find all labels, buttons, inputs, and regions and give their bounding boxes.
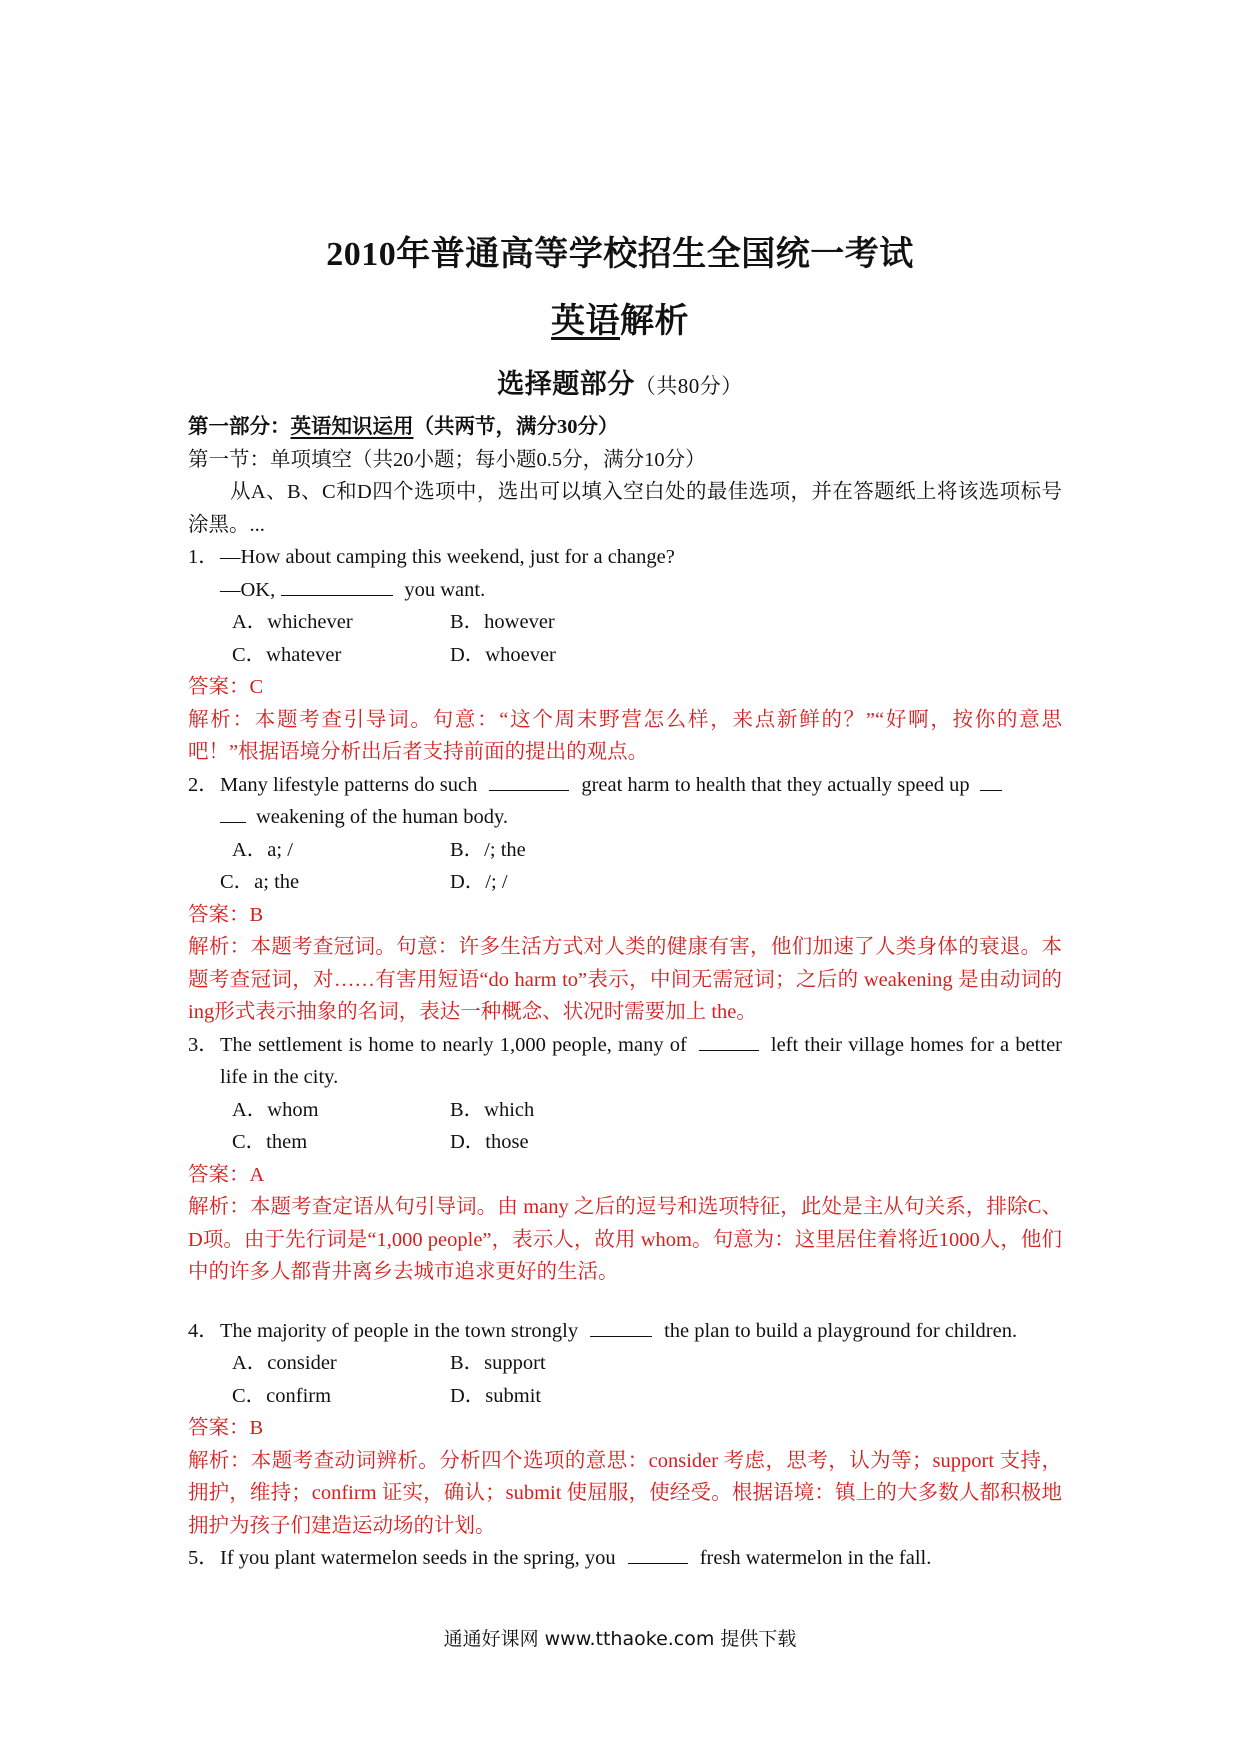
section1-heading: 第一节：单项填空（共20小题；每小题0.5分，满分10分） [188,448,706,471]
subtitle-analysis: 解析 [620,303,689,340]
options-row [188,606,1062,639]
option-c: C．a; the [220,871,300,893]
section-title-text: 选择题部分 [497,369,635,399]
option-a: A．whom [232,1098,319,1121]
question-text-part: left their village homes for a better life in the city. [220,1033,1062,1088]
question-line [188,574,1062,607]
answer-blank [489,789,569,791]
options-row [188,834,1062,867]
question-4 [188,1315,1062,1348]
options-row [188,1380,1062,1413]
options-row [188,1347,1062,1380]
section-points: （共80分） [634,374,743,398]
option-d: D．whoever [450,643,556,666]
answer-blank [699,1049,759,1051]
exam-content [188,411,1062,1575]
exam-subtitle [0,293,1240,342]
question-1 [188,541,1062,574]
question-number: 3． [188,1033,219,1056]
options-row [188,639,1062,672]
question-3 [188,1029,1062,1094]
question-text-part: weakening of the human body. [256,806,509,828]
question-text [220,1315,1062,1348]
option-b: B．/; the [450,838,526,861]
dialog-text: —OK, [220,578,276,601]
question-text-part: The settlement is home to nearly 1,000 people, many of [220,1033,687,1056]
options-row [188,1094,1062,1127]
answer-line: 答案：B [188,1417,264,1439]
question-number: 2． [188,773,219,796]
option-c: C．them [232,1131,308,1153]
analysis-text: 解析：本题考查冠词。句意：许多生活方式对人类的健康有害，他们加速了人类身体的衰退。本题考查冠词，对……有害用短语“do harm to”表示，中间无需冠词；之后的 weakening 是由动词的ing形式表示抽象的名词，表达一种概念、状况时需要加上 the。 [188,936,1062,1023]
question-text-part: great harm to health that they actually speed up [581,773,970,796]
part-points: （共两节，满分30分） [413,416,619,438]
options-row [188,1126,1062,1159]
options-row [188,866,1062,899]
question-5 [188,1542,1062,1575]
question-line: —How about camping this weekend, just for a change? [220,546,675,568]
footer-watermark: 通通好课网 www.tthaoke.com 提供下载 [443,1628,797,1650]
spacer [188,1289,1062,1315]
answer-blank [281,594,393,596]
option-d: D．those [450,1131,529,1153]
part-label: 第一部分： [188,416,291,438]
question-text [220,1542,1062,1575]
option-b: B．support [450,1352,546,1374]
question-text-part: The majority of people in the town strongly [220,1319,579,1342]
question-number: 4． [188,1319,219,1342]
dialog-text: you want. [399,578,486,601]
option-b: B．which [450,1098,535,1121]
answer-blank [628,1562,688,1564]
subtitle-english: 英语 [551,303,620,340]
question-text [220,769,1062,834]
answer-blank [590,1335,652,1337]
option-d: D．/; / [450,871,508,893]
option-c: C．whatever [232,643,342,666]
option-d: D．submit [450,1384,542,1407]
question-text [220,1029,1062,1094]
answer-blank [220,821,246,823]
exam-title: 2010年普通高等学校招生全国统一考试 [326,236,914,273]
question-text-part: the plan to build a playground for children. [664,1319,1018,1342]
question-number: 1． [188,546,219,568]
section-title [0,362,1240,401]
answer-line: 答案：A [188,1163,265,1186]
analysis-text: 解析：本题考查引导词。句意：“这个周末野营怎么样，来点新鲜的？”“好啊，按你的意思吧！”根据语境分析出后者支持前面的提出的观点。 [188,708,1062,763]
option-a: A．consider [232,1352,337,1374]
answer-line: 答案：C [188,676,264,698]
question-number: 5． [188,1547,219,1569]
analysis-text: 解析：本题考查动词辨析。分析四个选项的意思：consider 考虑，思考，认为等；support 支持，拥护，维持；confirm 证实，确认；submit 使屈服，使经受。根据语境：镇上的大多数人都积极地拥护为孩子们建造运动场的计划。 [188,1449,1062,1537]
answer-blank [980,789,1002,791]
option-c: C．confirm [232,1384,332,1407]
question-2 [188,769,1062,834]
section1-instructions: 从A、B、C和D四个选项中，选出可以填入空白处的最佳选项，并在答题纸上将该选项标号涂黑。... [188,481,1062,536]
analysis-text: 解析：本题考查定语从句引导词。由 many 之后的逗号和选项特征，此处是主从句关系，排除C、D项。由于先行词是“1,000 people”，表示人，故用 whom。句意为：这里居住着将近1000人，他们中的许多人都背井离乡去城市追求更好的生活。 [188,1196,1062,1283]
option-b: B．however [450,611,555,633]
option-a: A．a; / [232,838,293,861]
part-heading [188,411,1062,444]
option-a: A．whichever [232,611,353,633]
part-name: 英语知识运用 [290,416,414,438]
question-text-part: If you plant watermelon seeds in the spring, you [220,1547,616,1569]
question-text-part: Many lifestyle patterns do such [220,773,478,796]
answer-line: 答案：B [188,903,264,926]
question-text-part: fresh watermelon in the fall. [699,1547,932,1569]
